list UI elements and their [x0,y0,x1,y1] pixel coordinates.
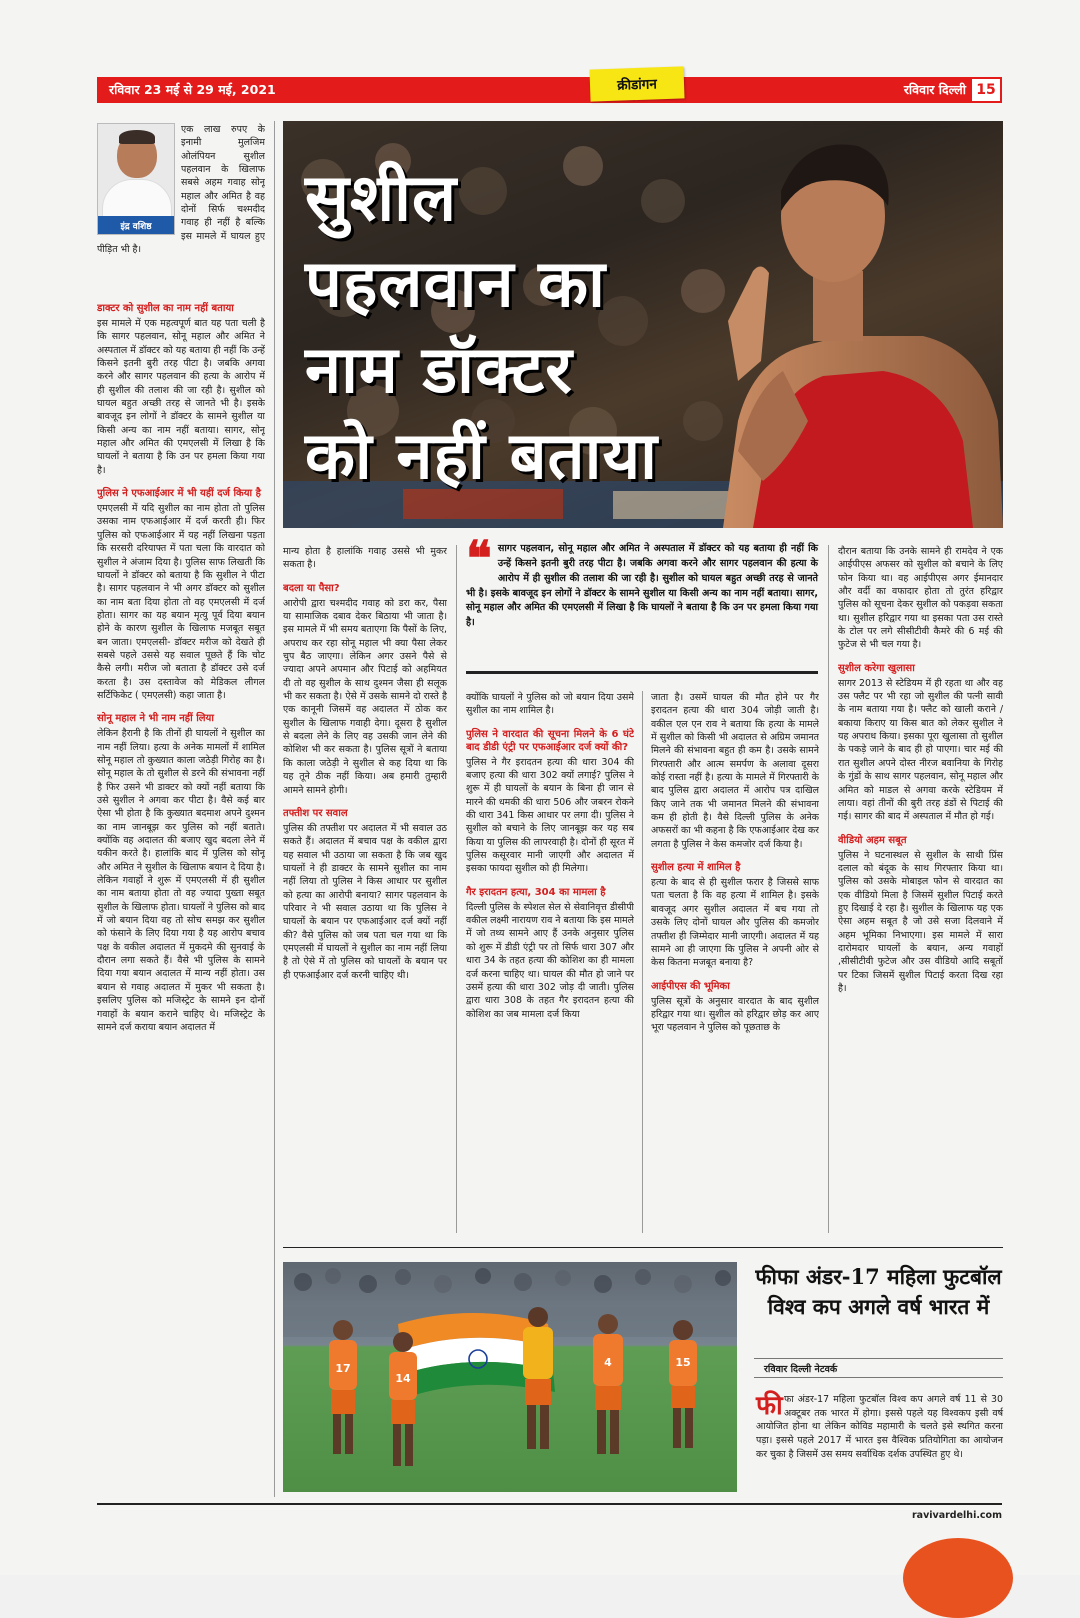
paragraph: पुलिस ने गैर इरादतन हत्या की धारा 304 की बजाए हत्या की धारा 302 क्यों लगाई? पुलिस ने शुरू में ही घायलों के बयान के बिना ही जान से मारने की धमकी की धारा 506 और जबरन रोकने की धारा 341 किस आधार पर लगा दी। पुलिस ने सुशील को बचाने के लिए जानबूझ कर यह सब किया या पुलिस की लापरवाही है। दोनों ही सूरत में पुलिस कसूरवार मानी जाएगी और अदालत में इसका फायदा सुशील को ही मिलेगा। [466,756,634,875]
pull-quote-text: सागर पहलवान, सोनू महाल और अमित ने अस्पताल में डॉक्टर को यह बताया ही नहीं कि उन्हें किसने इतनी बुरी तरह पीटा है। जबकि अगवा करने और सागर पहलवान की हत्या के आरोप में ही सुशील की तलाश की जा रही है। सुशील को घायल बहुत अच्छी तरह से जानते भी है। इसके बावजूद इन लोगों ने डॉक्टर के सामने सुशील या किसी अन्य का नाम नहीं बताया। सागर, सोनू महाल और अमित की एमएलसी में लिखा है कि घायलों ने बताया है कि उन पर हमला किया गया है। [466,543,818,629]
headline-line: पहलवान का [305,246,606,322]
subheading: गैर इरादतन हत्या, 304 का मामला है [466,886,606,898]
header-strip [97,77,1002,103]
football-team-photo [283,1262,737,1492]
paragraph: हत्या के बाद से ही सुशील फरार है जिससे साफ पता चलता है कि वह हत्या में शामिल है। इसके बावजूद अगर सुशील अदालत में बच गया तो उसके लिए दोनों घायल और पुलिस की कमजोर तफ्तीश ही जिम्मेदार मानी जाएगी। अदालत में यह सामने आ ही जाएगा कि पुलिस ने अपनी ओर से केस कितना मजबूत बनाया है? [651,877,819,969]
quote-mark-icon: ❝ [466,531,492,587]
subheading: वीडियो अहम सबूत [838,834,907,846]
paragraph: सागर 2013 से स्टेडियम में ही रहता था और वह उस फ्लैट पर भी रहा जो सुशील की पत्नी सावी के नाम बताया गया है। फ्लैट को खाली कराने / बकाया किराए या किस बात को लेकर सुशील ने यह अपराध किया। इसका पूरा खुलासा तो सुशील के पकड़े जाने के बाद ही हो पाएगा। चार मई की रात सुशील अपने दोस्त नीरज बवानिया के गिरोह के गुंडों के साथ सागर पहलवान, सोनू महाल और अमित को माडल से अगवा करके स्टेडियम में लाया। वहां तीनों की बुरी तरह डंडों से पिटाई की गई। सागर की बाद में अस्पताल में मौत हो गई। [838,677,1003,823]
article-column-2 [283,545,447,1233]
section-divider [283,1247,1003,1248]
paragraph: आरोपी द्वारा चश्मदीद गवाह को डरा कर, पैसा या सामाजिक दबाव देकर बिठाया भी जाता है। इस मामले में भी समय बताएगा कि पैसों के लिए, अपराध कर रहा सोनू महाल भी क्या पैसा लेकर चुप बैठ जाएगा। लेकिन अगर उसने पैसे से ज्यादा अपने अपमान और पिटाई को अहमियत दी तो वह सुशील के साथ दुश्मन जैसा ही सलूक भी कर सकता है। ऐसे में उसके सामने दो रास्ते है एक कानूनी जिसमें वह अदालत में ठोक कर सुशील के खिलाफ गवाही देगा। दूसरा है सुशील से बदला लेने के लिए वह उसकी जान लेने की कोशिश भी कर सकता है। पुलिस सूत्रों ने बताया कि काला जठेड़ी ने सुशील से कह दिया था कि यह तूने ठीक नहीं किया। अब हमारी तुम्हारी आमने सामने होगी। [283,597,447,796]
subheading: सुशील करेगा खुलासा [838,662,915,674]
subheading: आईपीएस की भूमिका [651,980,730,992]
paragraph: पुलिस सूत्रों के अनुसार वारदात के बाद सुशील हरिद्वार गया था। सुशील को हरिद्वार छोड़ कर आए भूरा पहलवान ने पुलिस को पूछताछ के [651,995,819,1034]
subheading: पुलिस ने एफआईआर में भी यहीं दर्ज किया है [97,488,261,500]
paragraph: जाता है। उसमें घायल की मौत होने पर गैर इरादतन हत्या की धारा 304 जोड़ी जाती है। वकील एल एन राव ने बताया कि हत्या के मामले में सुशील को किसी भी अदालत से अग्रिम जमानत मिलने की संभावना बहुत ही कम है। उसके सामने गिरफ्तारी और आत्म समर्पण के अलावा दूसरा कोई रास्ता नहीं है। हत्या के मामले में गिरफ्तारी के बाद पुलिस द्वारा अदालत में आरोप पत्र दाखिल किए जाने तक भी जमानत मिलने की संभावना कम ही होती है। वैसे दिल्ली पुलिस के अनेक अफसरों का भी कहना है कि एफआईआर देख कर लगता है पुलिस ने केस कमजोर दर्ज किया है। [651,692,819,850]
jersey-number: 15 [675,1356,691,1369]
corner-decoration [903,1538,1013,1618]
column-divider [274,121,275,1497]
paragraph: दिल्ली पुलिस के स्पेशल सेल से सेवानिवृत्त डीसीपी वकील लक्ष्मी नारायण राव ने बताया कि इस मामले में जो तथ्य सामने आए हैं उनके अनुसार पुलिस को शुरू में डीडी एंट्री पर तो सिर्फ धारा 307 और धारा 34 के तहत हत्या की कोशिश का ही मामला दर्ज करना चाहिए था। घायल की मौत हो जाने पर उसमें हत्या की धारा 302 जोड़ दी जाती। पुलिस द्वारा धारा 308 के तहत गैर इरादतन हत्या की कोशिश का जब मामला दर्ज किया [466,901,634,1020]
headline-line: सुशील [305,160,458,236]
author-name: इंद्र वशिष्ठ [98,216,174,234]
jersey-number: 14 [395,1372,411,1385]
issue-date: रविवार 23 मई से 29 मई, 2021 [109,82,276,97]
subheading: बदला या पैसा? [283,582,340,594]
paragraph: क्योंकि घायलों ने पुलिस को जो बयान दिया उसमे सुशील का नाम शामिल है। [466,692,634,717]
paragraph: एमएलसी में यदि सुशील का नाम होता तो पुलिस उसका नाम एफआईआर में दर्ज करती ही। फिर पुलिस को एफआईआर में यह नहीं लिखना पड़ता कि सरसरी दरियाफ्त में पता चला कि वारदात को सुशील ने अंजाम दिया है। पुलिस साफ लिखती कि घायलों ने डॉक्टर को बताया है कि सुशील ने पीटा है। सागर पहलवान ने भी अगर डॉक्टर को सुशील का नाम बता दिया होता तो वह एमएलसी में दर्ज होता। सागर का यह बयान मृत्यु पूर्व दिया बयान होने के कारण सुशील के खिलाफ मजबूत सबूत बन जाता। एमएलसी- डॉक्टर मरीज को देखते ही सबसे पहले उससे यह सवाल पूछते हैं कि चोट कैसे लगी। मरीज जो बताता है डॉक्टर उसे दर्ज करता है। उस दस्तावेज को मेडिकल लीगल सर्टिफिकेट ( एमएलसी) कहा जाता है। [97,503,265,701]
football-photo [283,1262,737,1492]
football-byline: रविवार दिल्ली नेटवर्क [754,1358,1003,1378]
column-divider [642,691,643,1233]
jersey-number: 17 [335,1362,351,1375]
headline-line: को नहीं बताया [305,418,658,494]
football-article-text: फा अंडर-17 महिला फुटबॉल विश्व कप अगले वर्ष 11 से 30 अक्टूबर तक भारत में होगा। इससे पहले यह विश्वकप इसी वर्ष आयोजित होना था लेकिन कोविड महामारी के चलते इसे स्थगित करना पड़ा। इससे पहले 2017 में भारत इस वैश्विक प्रतियोगिता का आयोजन कर चुका है जिसमें उस समय सर्वाधिक दर्शक उपस्थित हुए थे। [756,1394,1003,1460]
edition-name: रविवार दिल्ली [903,82,966,97]
paragraph: इस मामले में एक महत्वपूर्ण बात यह पता चली है कि सागर पहलवान, सोनू महाल और अमित ने अस्पताल में डॉक्टर को यह बताया ही नहीं कि उन्हें किसने इतनी बुरी तरह पीटा है। जबकि अगवा करने और सागर पहलवान की हत्या के आरोप में ही सुशील की तलाश की जा रही है। सुशील को घायल बहुत अच्छी तरह से जानते भी है। इसके बावजूद इन लोगों ने डॉक्टर के सामने सुशील या किसी अन्य का नाम नहीं बताया। सागर, सोनू महाल और अमित की एमएलसी में लिखा है कि घायलों ने बताया है कि उन पर हमला किया गया है। [97,318,265,476]
intro-paragraph: एक लाख रुपए के इनामी मुलजिम ओलंपियन सुशील पहलवान के खिलाफ सबसे अहम गवाह सोनू महाल और अमित है वह दोनों सिर्फ चश्मदीद गवाह ही नहीं है बल्कि इस मामले में घायल हुए पीड़ित भी है। [97,124,265,256]
footer-rule [97,1503,1002,1505]
column-divider [456,545,457,1233]
paragraph: दौरान बताया कि उनके सामने ही रामदेव ने एक आईपीएस अफसर को सुशील को बचाने के लिए फोन किया था। वह आईपीएस अगर ईमानदार और वर्दी का वफादार होता तो तुरंत हरिद्वार पुलिस को सूचना देकर सुशील को पकड़वा सकता था। सुशील हरिद्वार गया था इसका पता उस रास्ते के टोल पर लगे सीसीटीवी कैमरे की 6 मई की फुटेज से भी चल गया है। [838,546,1003,651]
headline-line: नाम डॉक्टर [305,332,573,408]
paragraph: पुलिस की तफ्तीश पर अदालत में भी सवाल उठ सकते हैं। अदालत में बचाव पक्ष के वकील द्वारा यह सवाल भी उठाया जा सकता है कि जब खुद घायलों ने ही डाक्टर के सामने सुशील का नाम नहीं लिया तो पुलिस ने किस आधार पर सुशील को हत्या का आरोपी बनाया? सागर पहलवान के परिवार ने भी सवाल उठाया था कि पुलिस ने घायलों के बयान पर एफआईआर दर्ज क्यों नहीं की? वैसे पुलिस को जब पता चल गया था कि एमएलसी में घायलों ने सुशील का नाम नहीं लिया है तो ऐसे में तो पुलिस को घायलों के बयान पर ही एफआईआर दर्ज करनी चाहिए थी। [283,822,447,981]
subheading: तफ्तीश पर सवाल [283,807,348,819]
dropcap: फी [756,1391,783,1421]
subheading: डाक्टर को सुशील का नाम नहीं बताया [97,303,234,314]
paragraph: लेकिन हैरानी है कि तीनों ही घायलों ने सुशील का नाम नहीं लिया। हत्या के अनेक मामलों में शामिल सोनू महाल तो कुख्यात काला जठेड़ी गिरोह का है। सोनू महाल के तो सुशील से डरने की संभावना नहीं है फिर उसने भी डाक्टर को क्यों नहीं बताया कि उसे सुशील ने अगवा कर पीटा है। वैसे कई बार ऐसा भी होता है कि कुख्यात बदमाश अपने दुश्मन का नाम जानबूझ कर पुलिस को नहीं बताते। क्योंकि वह अदालत की बजाए खुद बदला लेने में यकीन करते है। हालांकि बाद में पुलिस को सोनू और अमित ने सुशील के खिलाफ बयान दे दिया है। लेकिन गवाहों ने शुरू में एमएलसी में ही सुशील का नाम बताया होता तो वह ज्यादा पुख्ता सबूत सुशील के खिलाफ होता। घायलों ने पुलिस को बाद में जो बयान दिया वह तो सोच समझ कर सुशील को फंसाने के लिए दिया गया है यह आरोप बचाव पक्ष के वकील अदालत में मुकदमे की सुनवाई के दौरान लगा सकते हैं। वैसे भी पुलिस के सामने दिया गया बयान अदालत में मान्य नहीं होता। उस बयान से गवाह अदालत में मुकर भी सकता है। इसलिए पुलिस को मजिस्ट्रेट के सामने इन दोनों गवाहों के बयान कराने चाहिए थे। मजिस्ट्रेट के सामने दर्ज कराया बयान अदालत में [97,728,265,1033]
website-link[interactable]: ravivardelhi.com [911,1510,1002,1521]
article-column-3 [466,691,634,1233]
paragraph: मान्य होता है हालांकि गवाह उससे भी मुकर सकता है। [283,546,447,571]
paragraph: पुलिस ने घटनास्थल से सुशील के साथी प्रिंस दलाल को बंदूक के साथ गिरफ्तार किया था। पुलिस को उसके मोबाइल फोन से वारदात का एक वीडियो मिला है जिसमें सुशील पिटाई करते हुए दिखाई दे रहा है। सुशील के खिलाफ यह एक ऐसा अहम सबूत है जो उसे सजा दिलवाने में अहम भूमिका निभाएगा। इस मामले में सारा दारोमदार घायलों के बयान, अन्य गवाहों ,सीसीटीवी फुटेज और उस वीडियो आदि सबूतों पर टिका जिसमें सुशील पिटाई करता दिख रहा है। [838,849,1003,994]
intro-text [97,123,265,288]
page-number: 15 [970,77,1002,103]
section-tag: क्रीडांगन [589,66,684,101]
football-headline: फीफा अंडर-17 महिला फुटबॉल विश्व कप अगले वर्ष भारत में [755,1264,1002,1319]
headline [305,155,658,499]
article-column-1 [97,302,265,1497]
subheading: पुलिस ने वारदात की सूचना मिलने के 6 घंटे बाद डीडी एंट्री पर एफआईआर दर्ज क्यों की? [466,728,634,753]
subheading: सोनू महाल ने भी नाम नहीं लिया [97,713,214,725]
hero-photo [283,121,1003,528]
wrestler [723,144,1003,528]
column-divider [828,545,829,1233]
pull-quote [466,531,818,674]
article-column-4 [651,691,819,1233]
jersey-number: 4 [604,1356,612,1369]
article-column-5 [838,545,1003,1233]
subheading: सुशील हत्या में शामिल है [651,862,741,874]
